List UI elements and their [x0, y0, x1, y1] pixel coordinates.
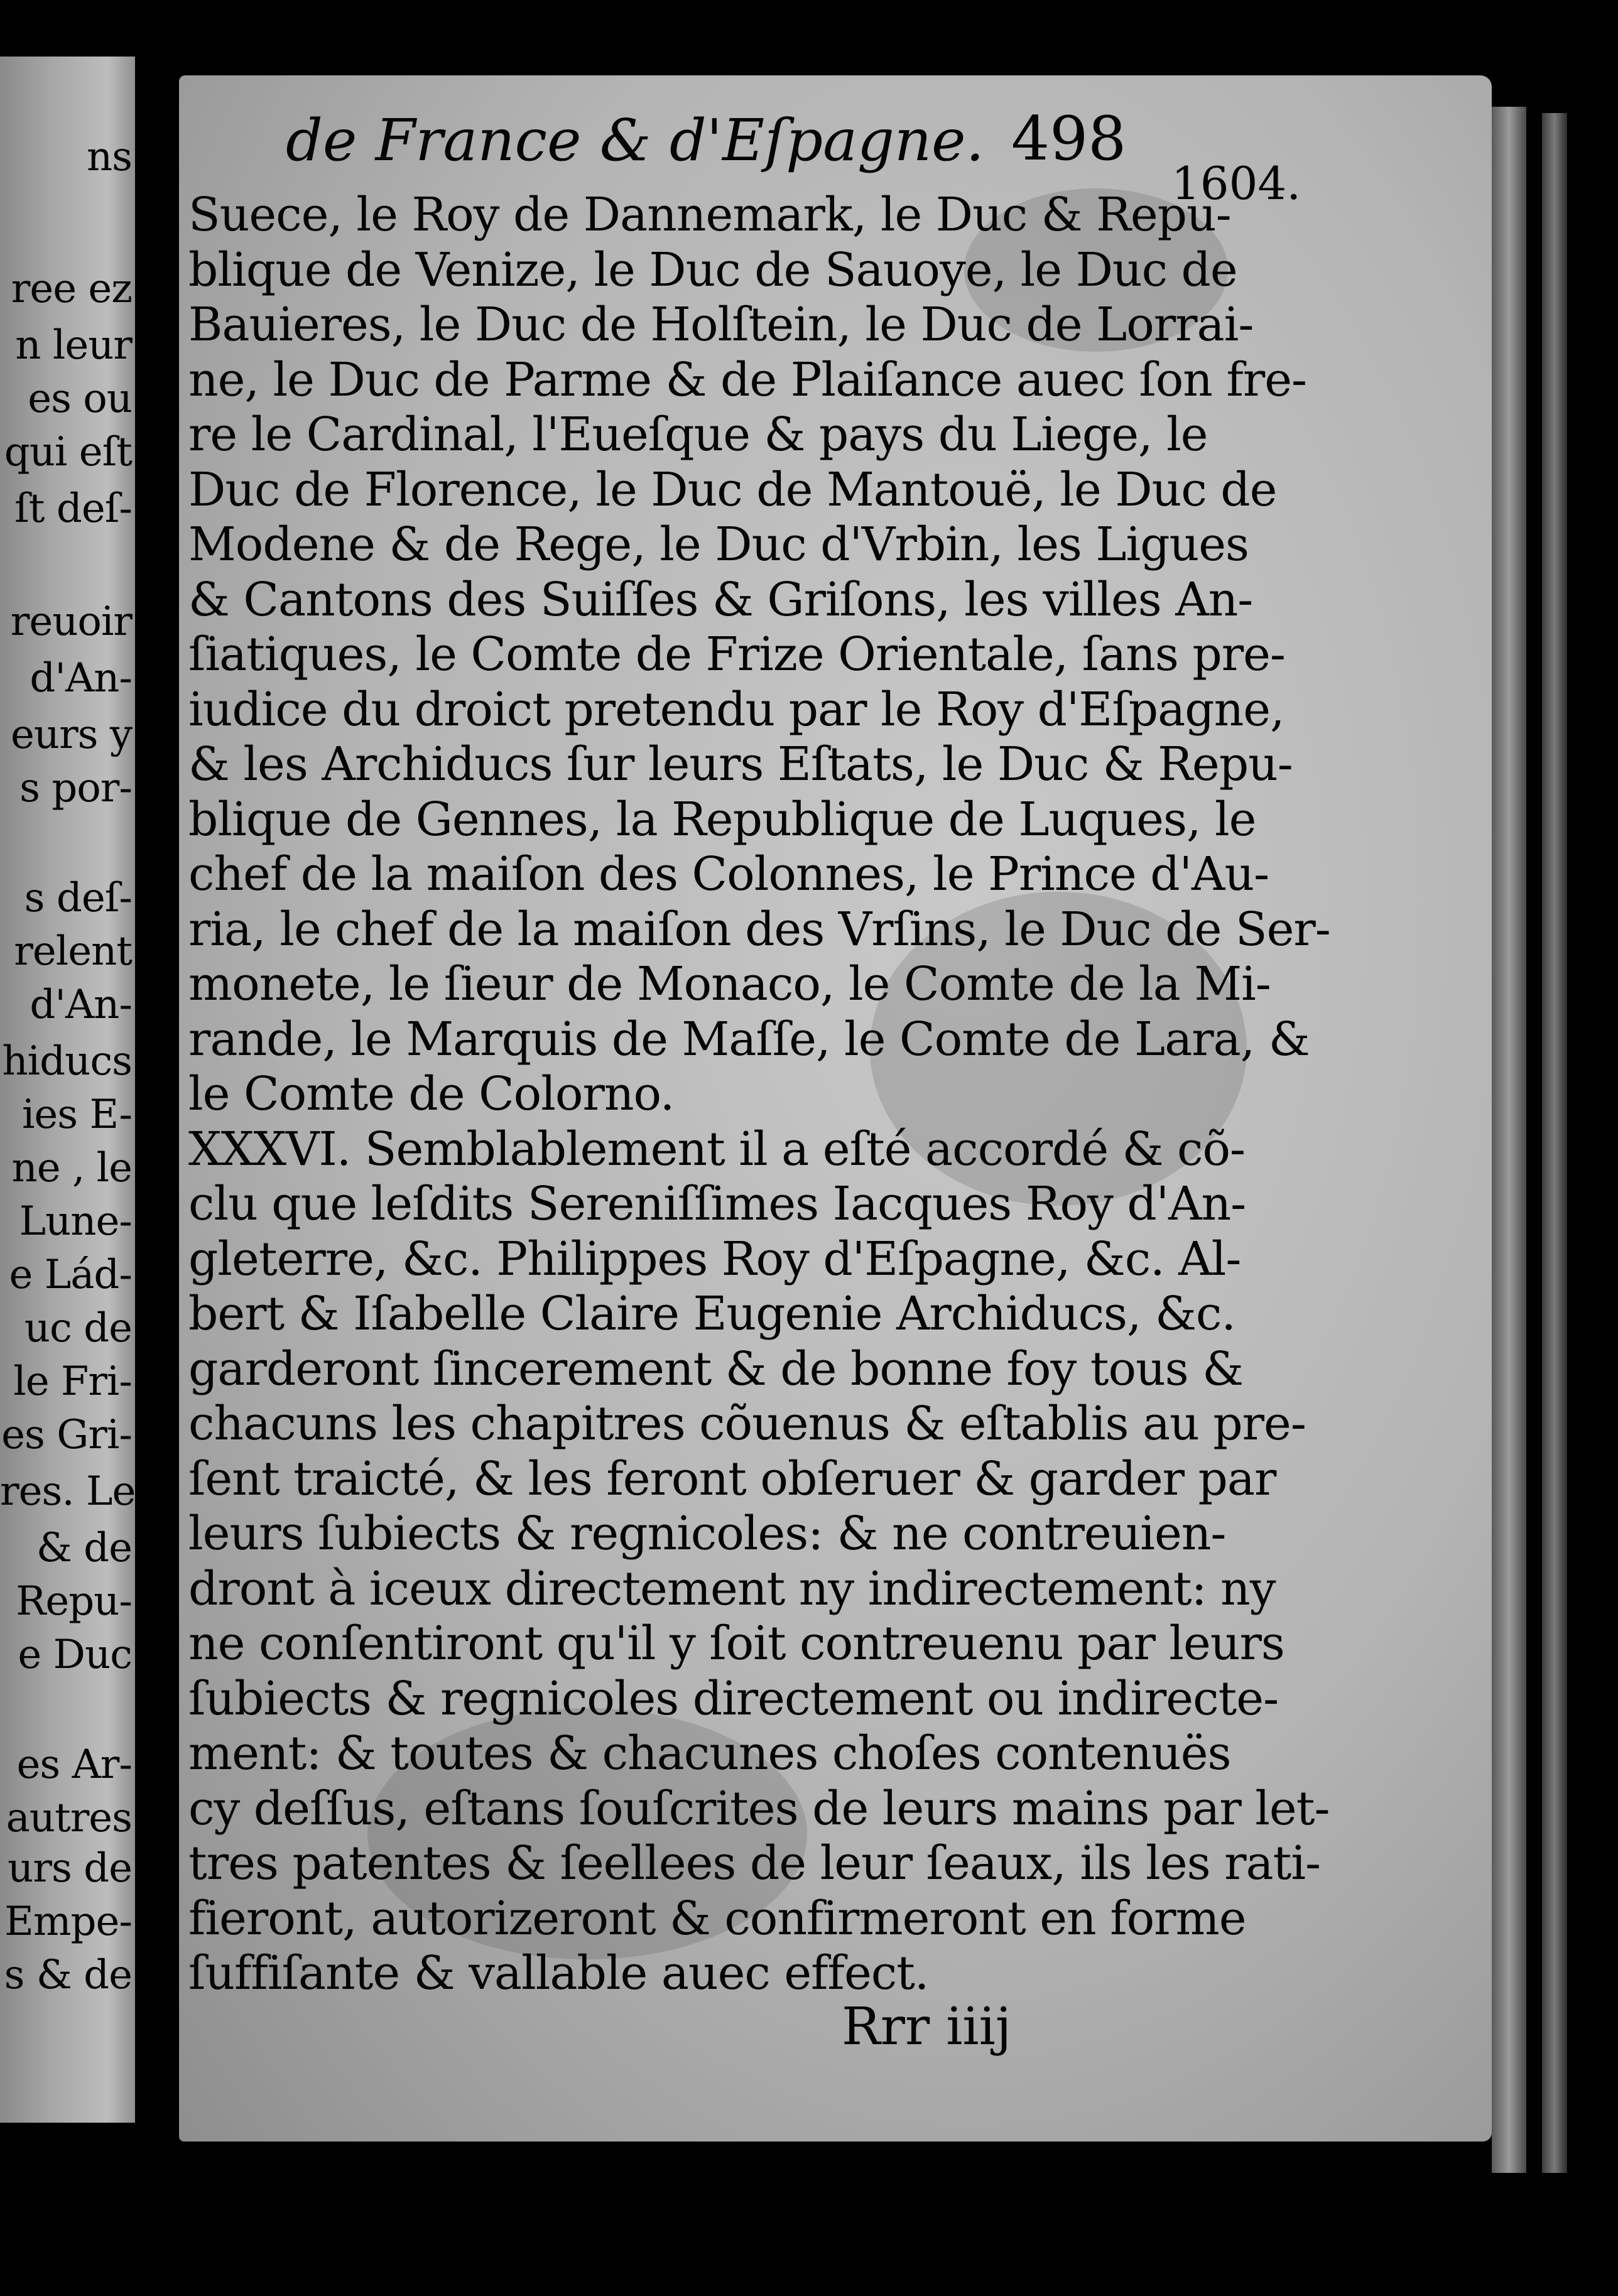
body-line: ſubiects & regnicoles directement ou indirecte-: [188, 1672, 1279, 1726]
left-page-line: d'An-: [30, 655, 132, 701]
body-line: & Cantons des Suiſſes & Griſons, les villes An-: [188, 573, 1253, 627]
body-line: blique de Venize, le Duc de Sauoye, le Duc de: [188, 243, 1237, 297]
body-line: leurs ſubiects & regnicoles: & ne contreuien-: [188, 1507, 1226, 1561]
left-page-line: Empe-: [4, 1898, 132, 1945]
left-page-line: d'An-: [30, 982, 132, 1028]
body-line: re le Cardinal, l'Eueſque & pays du Liege, le: [188, 408, 1208, 462]
page-edge: [1542, 113, 1567, 2173]
left-page-line: s por-: [19, 765, 132, 811]
left-page-line: qui eſt: [4, 429, 132, 475]
left-page-line: res. Le: [0, 1468, 135, 1515]
body-line: Suece, le Roy de Dannemark, le Duc & Repu-: [188, 188, 1231, 242]
left-page-line: urs de: [8, 1845, 132, 1892]
body-line: garderont ſincerement & de bonne foy tous &: [188, 1342, 1244, 1396]
page-edge: [1492, 107, 1526, 2173]
left-page-line: ies E-: [21, 1091, 132, 1138]
body-line: bert & Iſabelle Claire Eugenie Archiducs, &c.: [188, 1287, 1235, 1341]
book-gutter: [135, 38, 185, 2185]
body-line: iudice du droict pretendu par le Roy d'Eſpagne,: [188, 683, 1284, 737]
running-title: de France & d'Eſpagne.: [286, 107, 984, 174]
body-line: ria, le chef de la maiſon des Vrſins, le Duc de Ser-: [188, 902, 1330, 956]
left-page-line: le Fri-: [13, 1358, 132, 1405]
body-line: ne conſentiront qu'il y ſoit contreuenu par leurs: [188, 1616, 1284, 1671]
margin-year: 1604.: [1171, 157, 1301, 210]
body-line: ne, le Duc de Parme & de Plaiſance auec ſon fre-: [188, 353, 1307, 407]
body-line: Bauieres, le Duc de Holſtein, le Duc de Lorrai-: [188, 298, 1254, 352]
left-page-line: ſt deſ-: [14, 485, 132, 532]
left-page-line: Lune-: [19, 1198, 132, 1245]
left-facing-page: [0, 57, 135, 2123]
left-page-line: es ou: [28, 376, 132, 422]
body-line: ſuffiſante & vallable auec effect.: [188, 1946, 929, 2000]
body-line: chacuns les chapitres cõuenus & eſtablis au pre-: [188, 1397, 1306, 1451]
left-page-line: es Gri-: [1, 1412, 132, 1458]
left-page-line: ne , le: [11, 1145, 132, 1191]
left-page-line: s & de: [4, 1952, 132, 1998]
left-page-line: es Ar-: [16, 1741, 132, 1788]
body-line: ment: & toutes & chacunes choſes contenuës: [188, 1726, 1231, 1780]
body-line: Modene & de Rege, le Duc d'Vrbin, les Ligues: [188, 517, 1249, 571]
left-page-line: Repu-: [16, 1578, 132, 1625]
signature-mark: Rrr iiij: [842, 1997, 1012, 2057]
left-page-line: n leur: [15, 322, 132, 369]
body-line: monete, le ſieur de Monaco, le Comte de la Mi-: [188, 957, 1271, 1011]
body-line: ſiatiques, le Comte de Frize Orientale, ſans pre-: [188, 627, 1285, 681]
left-page-line: autres: [6, 1795, 132, 1841]
body-line: rande, le Marquis de Maſſe, le Comte de Lara, &: [188, 1012, 1310, 1066]
body-line: clu que leſdits Sereniſſimes Iacques Roy d'An-: [188, 1177, 1246, 1231]
body-line: fieront, autorizeront & confirmeront en forme: [188, 1892, 1246, 1946]
left-page-line: eurs y: [10, 712, 132, 758]
left-page-line: hiducs: [2, 1038, 132, 1085]
body-line: le Comte de Colorno.: [188, 1067, 675, 1121]
left-page-line: & de: [36, 1525, 132, 1571]
body-line: cy deſſus, eſtans ſouſcrites de leurs mains par let-: [188, 1782, 1330, 1836]
body-line: & les Archiducs ſur leurs Eſtats, le Duc & Repu-: [188, 737, 1293, 791]
folio-number: 498: [1011, 104, 1127, 174]
body-line: gleterre, &c. Philippes Roy d'Eſpagne, &c. Al-: [188, 1232, 1241, 1286]
left-page-line: uc de: [24, 1305, 132, 1351]
body-line: chef de la maiſon des Colonnes, le Prince d'Au-: [188, 847, 1269, 901]
body-line: ſent traicté, & les feront obſeruer & garder par: [188, 1452, 1276, 1506]
body-line: tres patentes & ſeellees de leur ſeaux, ils les rati-: [188, 1836, 1321, 1890]
left-page-line: reuoir: [10, 598, 132, 645]
body-line: dront à iceux directement ny indirectement: ny: [188, 1562, 1276, 1616]
left-page-line: ree ez: [11, 266, 132, 312]
left-page-line: s deſ-: [24, 875, 132, 921]
body-line: XXXVI. Semblablement il a eſté accordé & cõ-: [188, 1122, 1246, 1176]
left-page-line: e Duc: [18, 1632, 132, 1678]
left-page-line: relent: [14, 928, 132, 975]
body-line: blique de Gennes, la Republique de Luques, le: [188, 793, 1256, 847]
left-page-line: e Lád-: [9, 1252, 132, 1298]
left-page-line: ns: [86, 134, 132, 180]
body-line: Duc de Florence, le Duc de Mantouë, le Duc de: [188, 463, 1277, 517]
